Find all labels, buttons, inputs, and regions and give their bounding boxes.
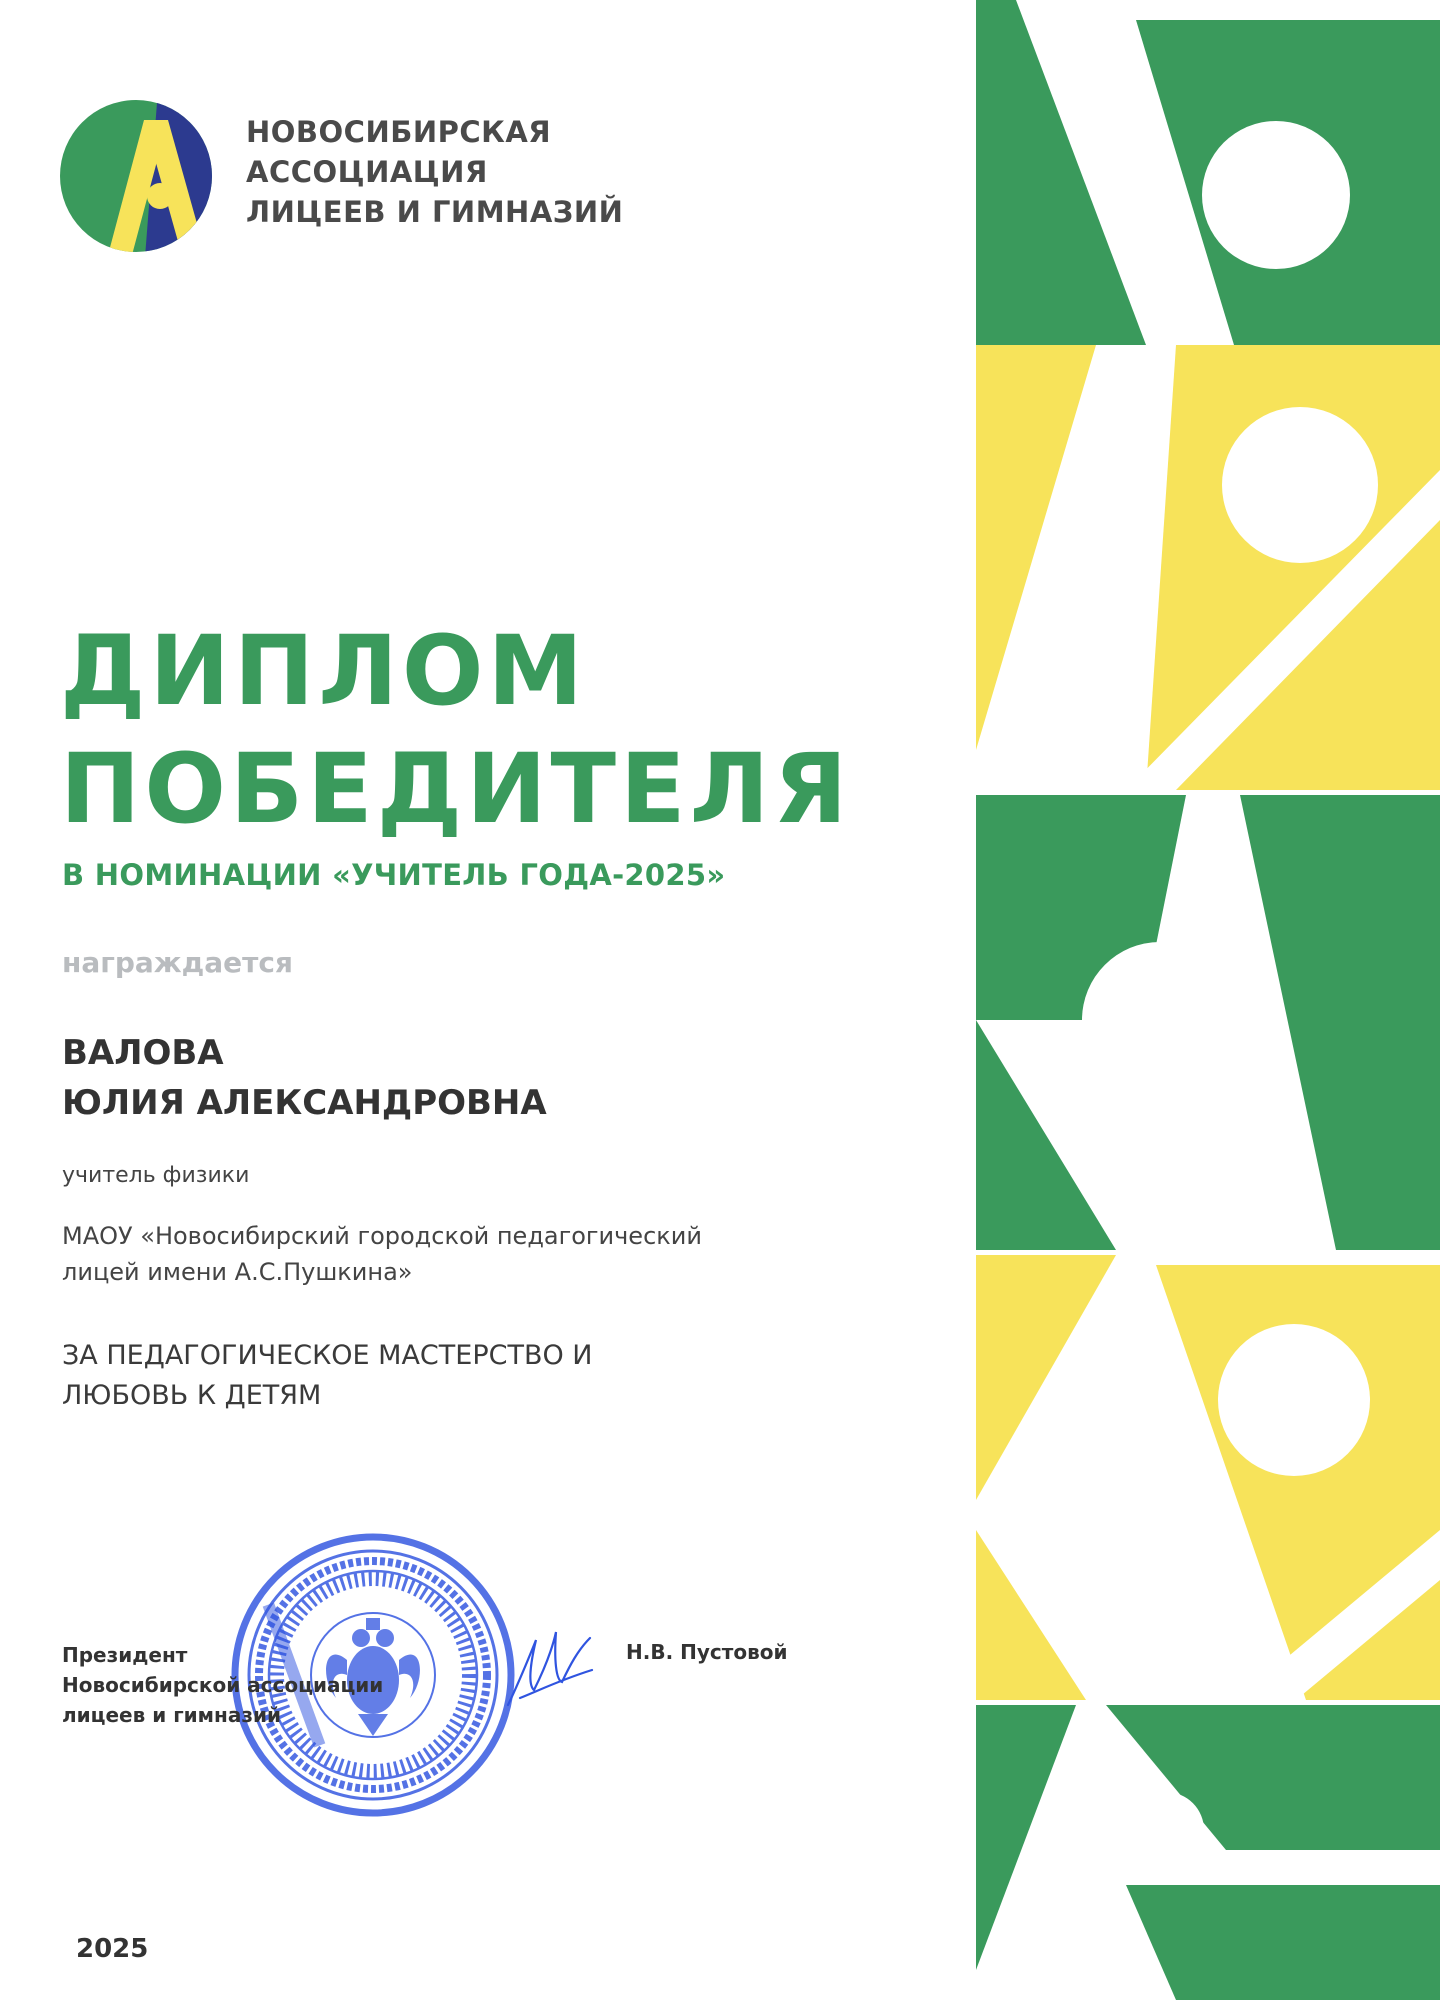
signatory-name: Н.В. Пустовой (626, 1640, 788, 1664)
diploma-title (60, 612, 851, 848)
diploma-year: 2025 (76, 1934, 149, 1964)
recipient-name (62, 1028, 547, 1128)
organization-name-line: АССОЦИАЦИЯ (246, 155, 488, 189)
recipient-given-names: ЮЛИЯ АЛЕКСАНДРОВНА (62, 1083, 547, 1123)
association-logo-icon (60, 100, 212, 252)
signatory-title-line: Новосибирской ассоциации (62, 1673, 384, 1697)
recipient-institution (62, 1218, 822, 1290)
award-reason-line: ЗА ПЕДАГОГИЧЕСКОЕ МАСТЕРСТВО И (62, 1340, 593, 1371)
awarded-label: награждается (62, 946, 293, 979)
signatory-title (62, 1640, 383, 1730)
organization-name-line: ЛИЦЕЕВ И ГИМНАЗИЙ (246, 195, 624, 229)
handwritten-signature (500, 1610, 600, 1720)
diploma-title-line: ДИПЛОМ (60, 615, 588, 727)
organization-name (246, 112, 623, 232)
institution-line: МАОУ «Новосибирский городской педагогический (62, 1222, 702, 1250)
recipient-surname: ВАЛОВА (62, 1033, 224, 1073)
signatory-title-line: Президент (62, 1643, 188, 1667)
institution-line: лицей имени А.С.Пушкина» (62, 1258, 413, 1286)
nomination-text: В НОМИНАЦИИ «УЧИТЕЛЬ ГОДА-2025» (62, 858, 726, 892)
organization-name-line: НОВОСИБИРСКАЯ (246, 115, 552, 149)
recipient-position: учитель физики (62, 1163, 250, 1188)
signatory-title-line: лицеев и гимназий (62, 1703, 281, 1727)
decorative-pattern (976, 0, 1440, 2000)
award-reason (62, 1336, 593, 1416)
diploma-title-line: ПОБЕДИТЕЛЯ (60, 733, 852, 845)
award-reason-line: ЛЮБОВЬ К ДЕТЯМ (62, 1380, 322, 1411)
